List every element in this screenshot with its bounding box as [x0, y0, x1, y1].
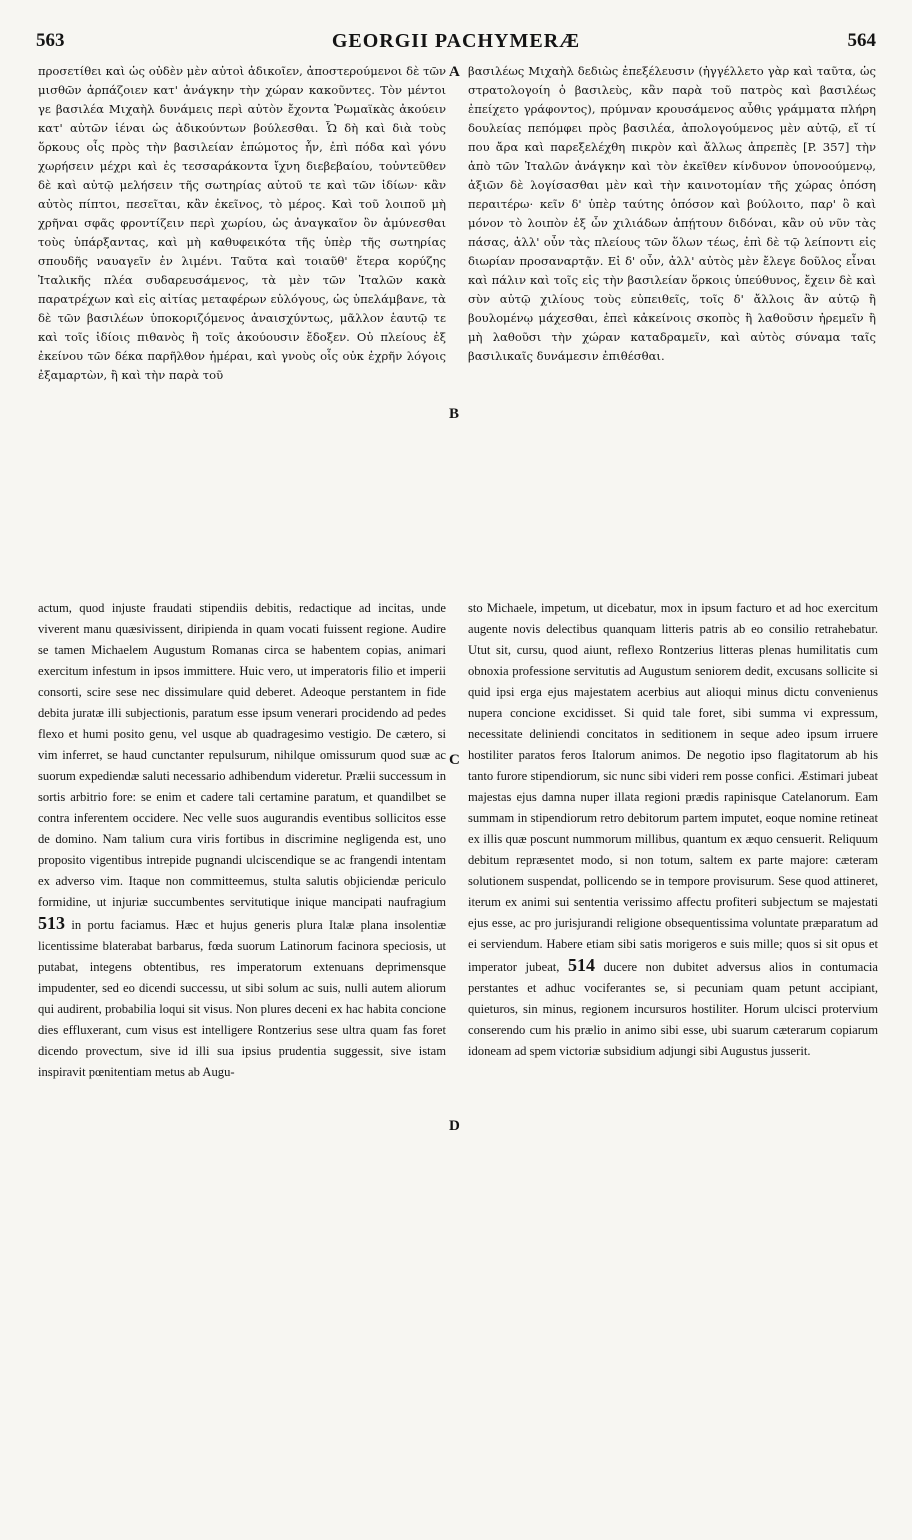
- greek-column-right: [468, 62, 876, 366]
- page-number-right: 564: [847, 30, 876, 51]
- margin-letter-b: B: [449, 406, 460, 422]
- latin-text-right-part2: ducere non dubitet adversus alios in contumacia perstantes et adhuc vociferantes se, si pecuniam quam petunt accipiant, quieturos, sin minus, regionem incursuros hostiliter. Horum ulcisci protervium conserendo cum his prælio in animo sibi esse, ubi suarum cæterarum copiarum idoneam ad spem victoriæ subsidium adjungi sibi Augustus jusserit.: [468, 960, 878, 1058]
- latin-column-right: [468, 598, 878, 1062]
- latin-text-left-part2: in portu faciamus. Hæc et hujus generis plura Italæ plana insolentiæ licentissime blaterabat barbarus, fœda suorum Latinorum facinora speciosis, ut putabat, integens obtentibus, res imperatorum extenuans deprimensque impudenter, sed eo dicendi successu, ut sibi solum ac suis, nulli autem aliorum qui audirent, probabilia loqui sit visus. Non plures deceni ex hac habita concione dies effluxerant, cum visus est intelligere Rontzerius sese ultra quam fas foret dicendo provectum, sive id illi sua ipsius prudentia suggessit, sive istam inspiravit pœnitentiam metus ab Augu-: [38, 918, 446, 1079]
- margin-letter-a: A: [449, 64, 460, 80]
- folio-marker-513: 513: [38, 913, 65, 933]
- running-title: GEORGII PACHYMERÆ: [331, 30, 581, 52]
- latin-text-left-part1: actum, quod injuste fraudati stipendiis debitis, redactique ad incitas, unde viverent manu quæsivissent, diripienda in quam vocati fuissent regione. Audire se tamen Michaelem Augustum Romanas circa se habentem copias, animari exercitum infestum in ipsos immittere. Huic vero, ut imperatoris filio et imperii consorti, scire sese nec dissimulare quid deberet. Adeoque perstantem in fide debita juratæ illi subjectionis, paratum esse ipsum venerari procidendo ad pedes flexo et humi posito genu, vel usque ab quadragesimo vestigio. De cætero, si vim inferret, se haud cunctanter repulsurum, nihilque omissurum quod suæ ac suorum expediendæ saluti necessario adhibendum videretur. Prælii successum in sortis arbitrio fore: se enim et cadere tali certamine paratum, et quandilbet se contra inferentem occidere. Nec velle suos augurandis eventibus sollicitos esse de domino. Nam talium cura viris fortibus in discrimine negligenda est, uno proposito vigentibus intrepide pugnandi ulciscendique se ac frangendi intentam ex adverso vim. Itaque non committeemus, stulta salutis objiciendæ periculo formidine, ut injuriæ succumbentes servitutique inique mancipati naufragium: [38, 601, 446, 909]
- margin-letter-c: C: [449, 752, 460, 768]
- latin-text-left: [38, 598, 446, 1083]
- greek-text-right: βασιλέως Μιχαὴλ δεδιὼς ἐπεξέλευσιν (ἠγγέλλετο γὰρ καὶ ταῦτα, ὡς στρατολογοίη ὁ βασιλεὺς, κἂν παρὰ τοῦ πατρὸς καὶ βασιλέως ἐπείχετο γράφοντος), πρύμναν κρουσάμενος αὖθις γράμματα πλήρη δουλείας πεπόμφει πρὸς βασιλέα, ἀπολογούμενος μὲν αὐτῷ, εἴ τί που ἄρα καὶ παρεξελέχθη πικρὸν καὶ ἄλλως ἀπρεπὲς [P. 357] τὴν ἀπὸ τῶν Ἰταλῶν ἀνάγκην καὶ τὸν ἐκεῖθεν κίνδυνον ὑπονοούμενῳ, ἀξιῶν δὲ λογίσασθαι μὲν καὶ τὴν καινοτομίαν τῆς χώρας ὁπόση περαιτέρω· κεῖν δ' ὑπὲρ ταύτης ὁπόσον καὶ βούλοιτο, παρ' ὃ καὶ μόνον τὸ λοιπὸν ἐξ ὧν χιλιάδων ἀπῄτουν διδόναι, κἂν οὐ νῦν τὰς πάσας, ἀλλ' οὖν τὰς πλείους τῶν ὅλων τέως, ἐπὶ δὲ τῷ λείποντι εἰς διωρίαν προσαναρτᾷν. Εἰ δ' οὖν, ἀλλ' αὐτὸς μὲν ἔλεγε δοῦλος εἶναι καὶ πάλιν καὶ τοῖς εἰς τὴν βασιλείαν ὅρκοις ὑπεύθυνος, ἔχειν δὲ καὶ σὺν αὐτῷ χιλίους τοὺς εὐπειθεῖς, τοῖς δ' ἄλλοις ἂν αὐτῷ ἢ βουλομένῳ μάχεσθαι, ἐπεὶ κἀκείνοις σκοπὸς ἢ λαθοῦσιν ἠρεμεῖν ἢ μὴ λαθοῦσι τὴν χώραν καταδραμεῖν, καὶ αὐτὸς σύναμα ταῖς βασιλικαῖς δυνάμεσιν ἐπιθέσθαι.: [468, 64, 876, 363]
- running-header: [36, 30, 876, 60]
- greek-text-left: προσετίθει καὶ ὡς οὐδὲν μὲν αὐτοὶ ἀδικοῖεν, ἀποστερούμενοι δὲ τῶν μισθῶν ἁρπάζοιεν κατ' ἀνάγκην τὴν χώραν κακοῦντες. Τὸν μέντοι γε βασιλέα Μιχαὴλ δυνάμεις περὶ αὐτὸν ἔχοντα Ῥωμαϊκὰς ἀκούειν κατ' αὐτῶν ἱέναι ὡς ἀδικούντων βούλεσθαι. Ὧ δὴ καὶ διὰ τοὺς ὅρκους οἷς πρὸς τὴν βασιλείαν ἐπώμοτος ἦν, ἐπὶ πόδα καὶ γόνυ χωρήσειν μέχρι καὶ ἐς τεσσαράκοντα ἴχνη διεβεβαίου, τοὐντεῦθεν δὲ καὶ αὐτῷ μελήσειν τῆς σωτηρίας αὐτοῦ τε καὶ τῶν ἰδίων· κἂν αὐτὸς πίπτοι, πεσεῖται, κἂν ἐκεῖνος, τὸ μέρος. Καὶ τοῦ λοιποῦ μὴ χρῆναι σφᾶς φροντίζειν περὶ χωρίου, ὡς ἀναγκαῖον ὂν ἀμύνεσθαι τοὺς ὑπάρξαντας, καὶ μὴ καθυφεικότα τῆς ὑπὲρ τῆς σωτηρίας σπουδῆς ναυαγεῖν ἐν λιμένι. Ταῦτα καὶ τοιαῦθ' ἕτερα κορύζης Ἰταλικῆς πλέα συδαρευσάμενος, τὰ μὲν τῶν Ἰταλῶν κακὰ παρατρέχων καὶ εἰς αἰτίας μεταφέρων εὐλόγους, ὡς ὑπελάμβανε, τὰ δὲ τῶν βασιλέων ὑποκοριζόμενος ἀναισχύντως, μᾶλλον ἑαυτῷ τε καὶ τοῖς ἰδίοις πιθανὸς ἢ τοῖς ἀκούουσιν ἔδοξεν. Οὐ πλείους ἐξ ἐκείνου τῶν δέκα παρῆλθον ἡμέραι, καὶ γνοὺς οἷς οὐκ ἐχρῆν λόγοις ἐξαμαρτὼν, ἢ καὶ τὴν παρὰ τοῦ: [38, 64, 446, 382]
- folio-marker-514: 514: [568, 955, 595, 975]
- latin-text-right: [468, 598, 878, 1062]
- page-number-left: 563: [36, 30, 65, 51]
- latin-column-left: [38, 598, 446, 1083]
- greek-column-left: [38, 62, 446, 385]
- latin-text-right-part1: sto Michaele, impetum, ut dicebatur, mox in ipsum facturo et ad hoc exercitum augente novis delectibus quanquam litteris patris ab eo consilio retrahebatur. Utut sit, cursu, quod aiunt, reflexo Rontzerius litteras plenas humilitatis cum obnoxia professione servitutis ad Augustum seniorem dedit, excusans sollicite si quid ipsi erga ejus majestatem acerbius aut alioqui minus dictu convenienus nupera concione excidisset. Si quid tale foret, sibi summa vi expressum, necessitate deliniendi concitatos in seditionem in seque adeo ipsum irruere hostiliter paratos feros Italorum animos. De negotio ipso flagitatorum ab his tanto furore stipendiorum, sic nunc sibi videri rem posse confici. Æstimari jubeat majestas ejus damna nuper illata regioni prædis rapinisque Catelanorum. Eam summam in stipendiorum retro debitorum partem imputet, eoque nomine retineat ex illis quæ poscunt nummorum millibus, quantum ex æquo censuerit. Reliquum debitum repræsentet modo, si non totum, saltem ex parte majore: cæteram solutionem suspendat, pollicendo se in tempore provisurum. Sese quod attineret, iterum ex animi sui sententia verissimo affectu profiteri subjectum se majestati ejus esse, ac pro jurisjurandi religione obsequentissima voluntate præparatum ad ei serviendum. Habere etiam sibi satis morigeros e suis mille; quos si sit opus et imperator jubeat,: [468, 601, 878, 974]
- margin-letter-d: D: [449, 1118, 460, 1134]
